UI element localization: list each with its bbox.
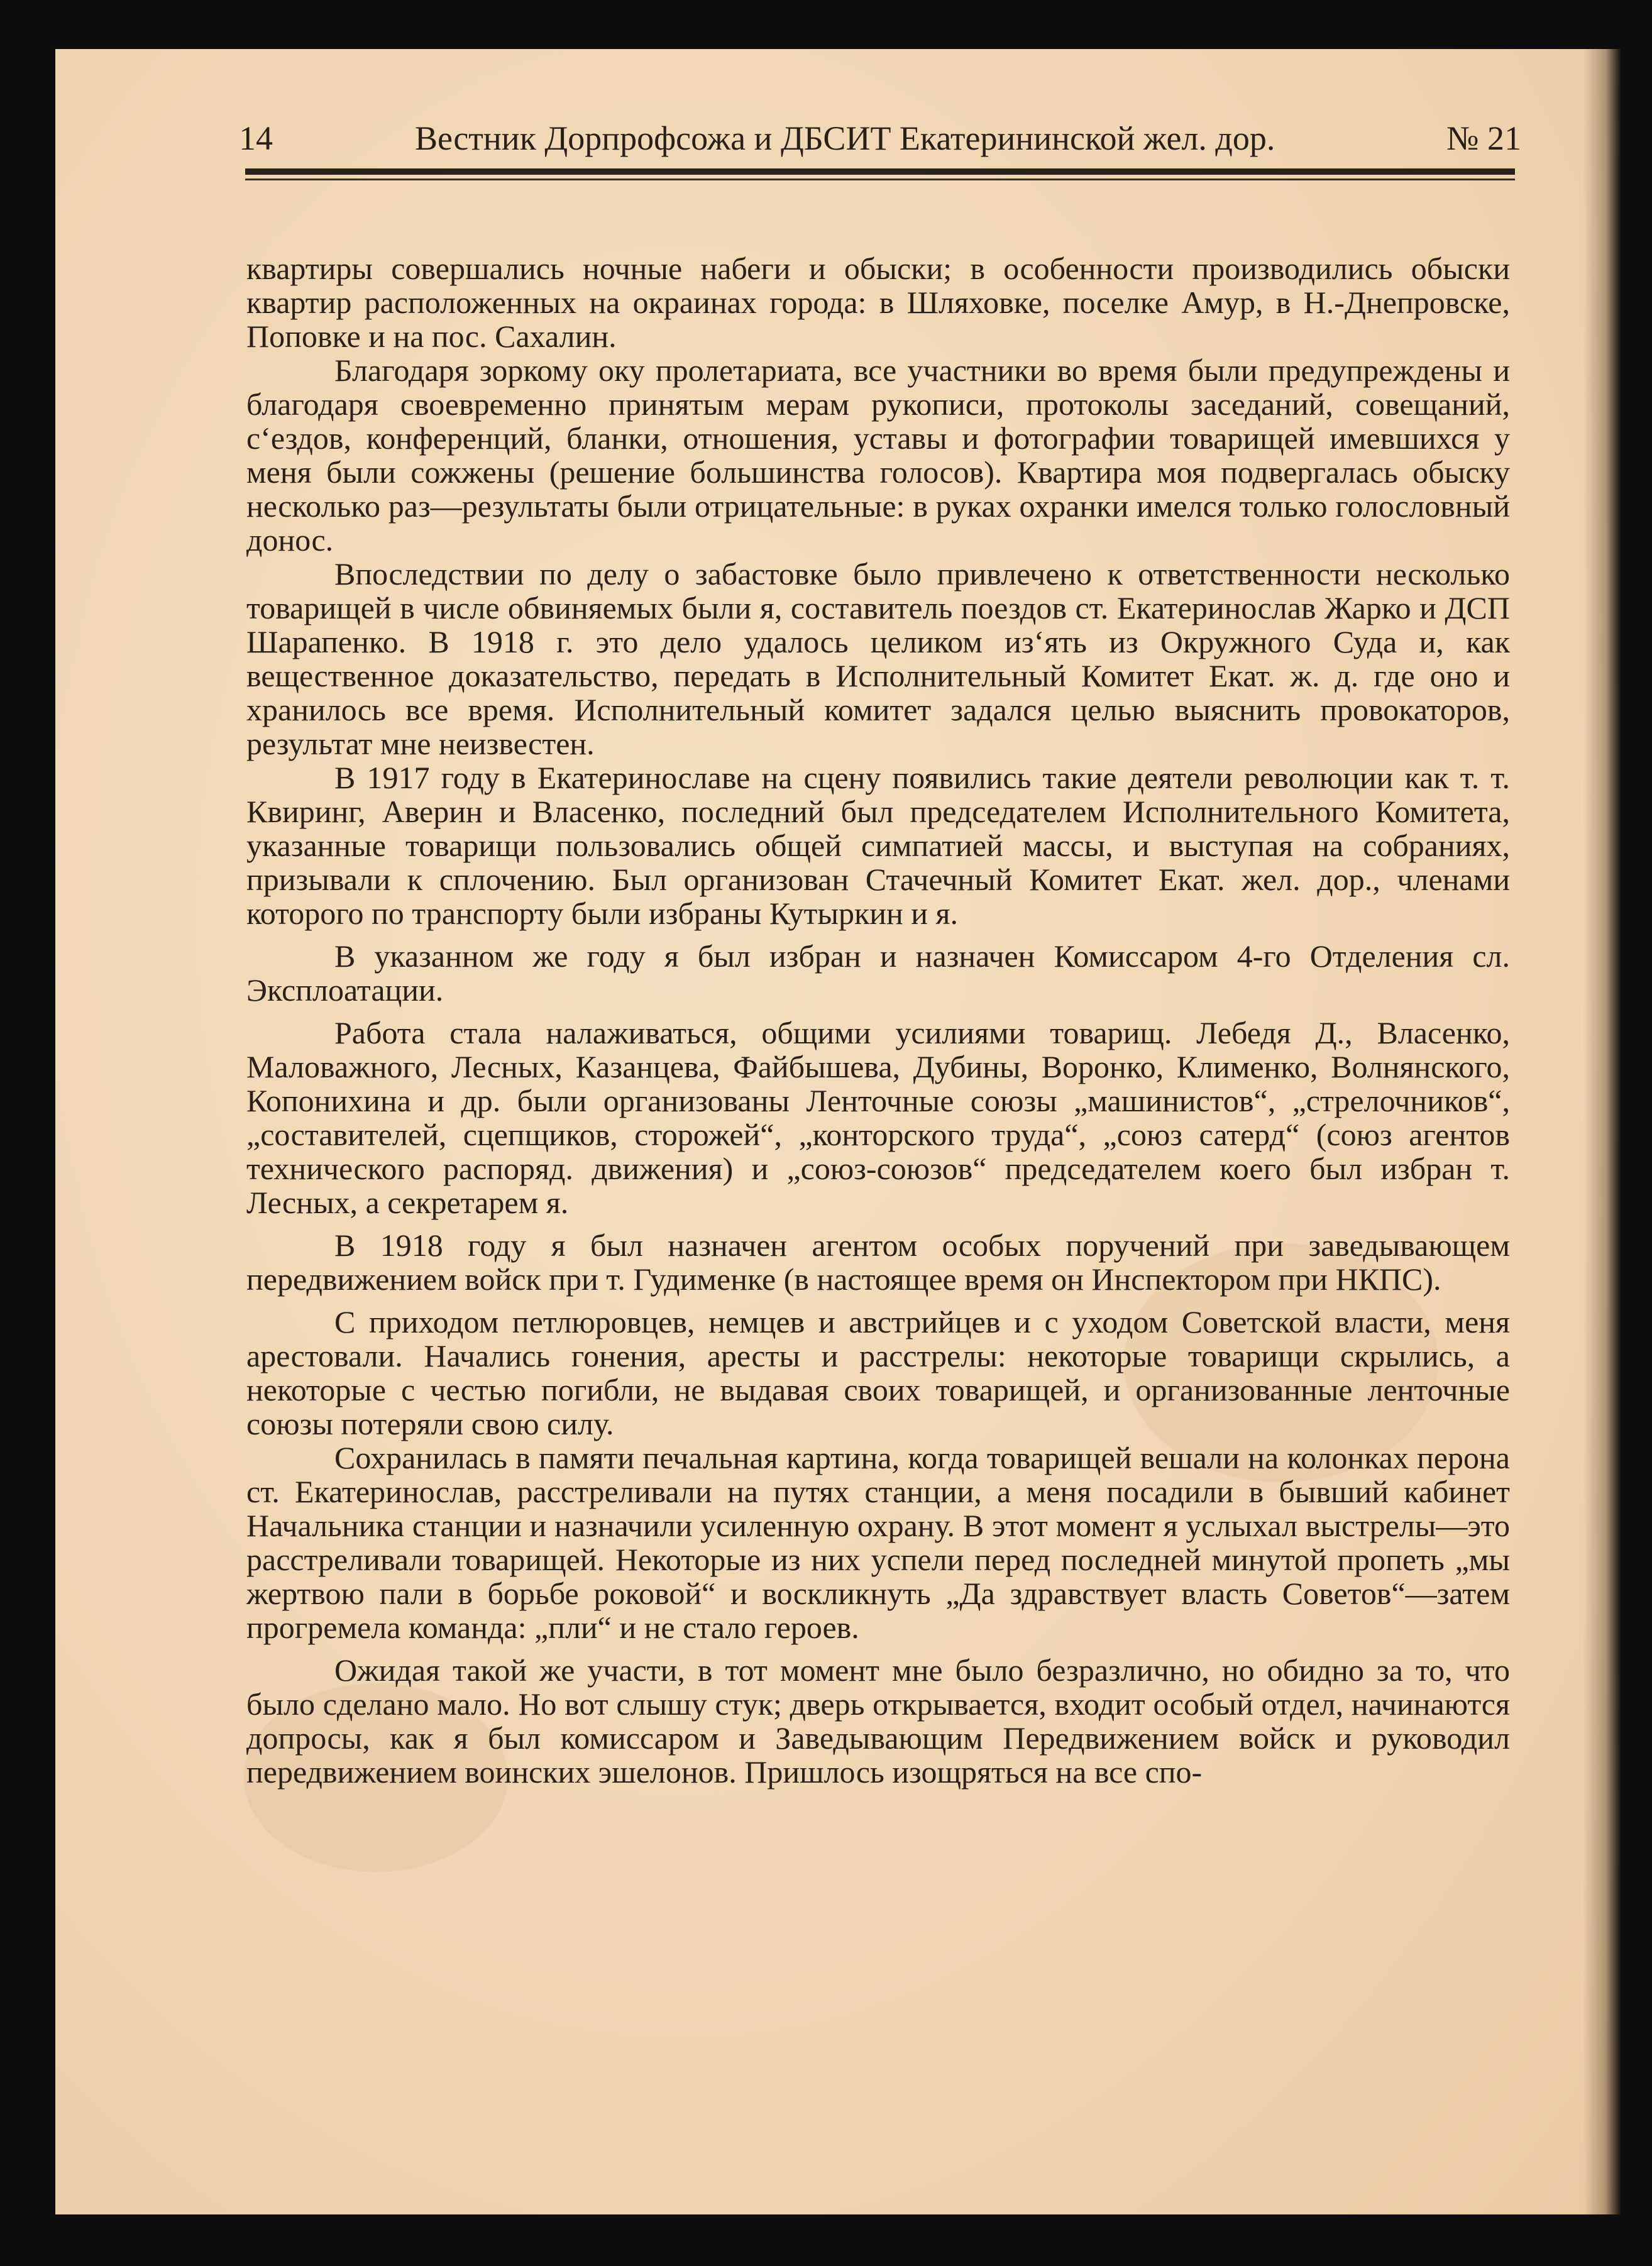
paragraph: квартиры совершались ночные набеги и обыски; в особенности производились обыски квартир расположенных на окраинах города: в Шляховке, поселке Амур, в Н.-Днепровске, Поповке и на пос. Сахалин. [246,251,1510,354]
page-number: 14 [239,119,273,157]
article-body [246,251,1510,1789]
issue-number: № 21 [1446,119,1521,157]
header-rule [245,168,1515,175]
paragraph: С приходом петлюровцев, немцев и австрийцев и с уходом Советской власти, меня арестовали. Начались гонения, аресты и расстрелы: некоторые товарищи скрылись, а некоторые с честью погибли, не выдавая своих товарищей, и организованные ленточные союзы потеряли свою силу. [246,1304,1510,1441]
paragraph: В указанном же году я был избран и назначен Комиссаром 4-го Отделения сл. Эксплоатации. [246,938,1510,1008]
paragraph: Благодаря зоркому оку пролетариата, все участники во время были предупреждены и благодаря своевременно принятым мерам рукописи, протоколы заседаний, совещаний, с‘ездов, конференций, бланки, отношения, уставы и фотографии товарищей имевшихся у меня были сожжены (решение большинства голосов). Квартира моя подвергалась обыску несколько раз—результаты были отрицательные: в руках охранки имелся только голословный донос. [246,353,1510,558]
paragraph: Впоследствии по делу о забастовке было привлечено к ответственности несколько товарищей в числе обвиняемых были я, составитель поездов ст. Екатеринослав Жарко и ДСП Шарапенко. В 1918 г. это дело удалось целиком из‘ять из Окружного Суда и, как вещественное доказательство, передать в Исполнительный Комитет Екат. ж. д. где оно и хранилось все время. Исполнительный комитет задался целью выяснить провокаторов, результат мне неизвестен. [246,556,1510,761]
paragraph: Ожидая такой же участи, в тот момент мне было безразлично, но обидно за то, что было сделано мало. Но вот слышу стук; дверь открывается, входит особый отдел, начинаются допросы, как я был комиссаром и Заведывающим Передвижением войск и руководил передвижением воинских эшелонов. Пришлось изощряться на все спо- [246,1653,1510,1790]
journal-title: Вестник Дорпрофсожа и ДБСИТ Екатерининской жел. дор. [415,119,1275,157]
paragraph: В 1918 году я был назначен агентом особых поручений при заведывающем передвижением войск при т. Гудименке (в настоящее время он Инспектором при НКПС). [246,1228,1510,1297]
running-header [239,113,1521,163]
paragraph: Сохранилась в памяти печальная картина, когда товарищей вешали на колонках перона ст. Екатеринослав, расстреливали на путях станции, а меня посадили в бывший кабинет Начальника станции и назначили усиленную охрану. В этот момент я услыхал выстрелы—это расстреливали товарищей. Некоторые из них успели перед последней минутой пропеть „мы жертвою пали в борьбе роковой“ и воскликнуть „Да здравствует власть Советов“—затем прогремела команда: „пли“ и не стало героев. [246,1440,1510,1645]
paragraph: Работа стала налаживаться, общими усилиями товарищ. Лебедя Д., Власенко, Маловажного, Лесных, Казанцева, Файбышева, Дубины, Воронко, Клименко, Волнянского, Копонихина и др. были организованы Ленточные союзы „машинистов“, „стрелочников“, „составителей, сцепщиков, сторожей“, „конторского труда“, „союз сатерд“ (союз агентов технического распоряд. движения) и „союз-союзов“ председателем коего был избран т. Лесных, а секретарем я. [246,1015,1510,1220]
paragraph: В 1917 году в Екатеринославе на сцену появились такие деятели революции как т. т. Квиринг, Аверин и Власенко, последний был председателем Исполнительного Комитета, указанные товарищи пользовались общей симпатией массы, и выступая на собраниях, призывали к сплочению. Был организован Стачечный Комитет Екат. жел. дор., членами которого по транспорту были избраны Кутыркин и я. [246,760,1510,931]
header-rule-thin [245,179,1515,180]
page-binding-shadow [1583,49,1621,2214]
